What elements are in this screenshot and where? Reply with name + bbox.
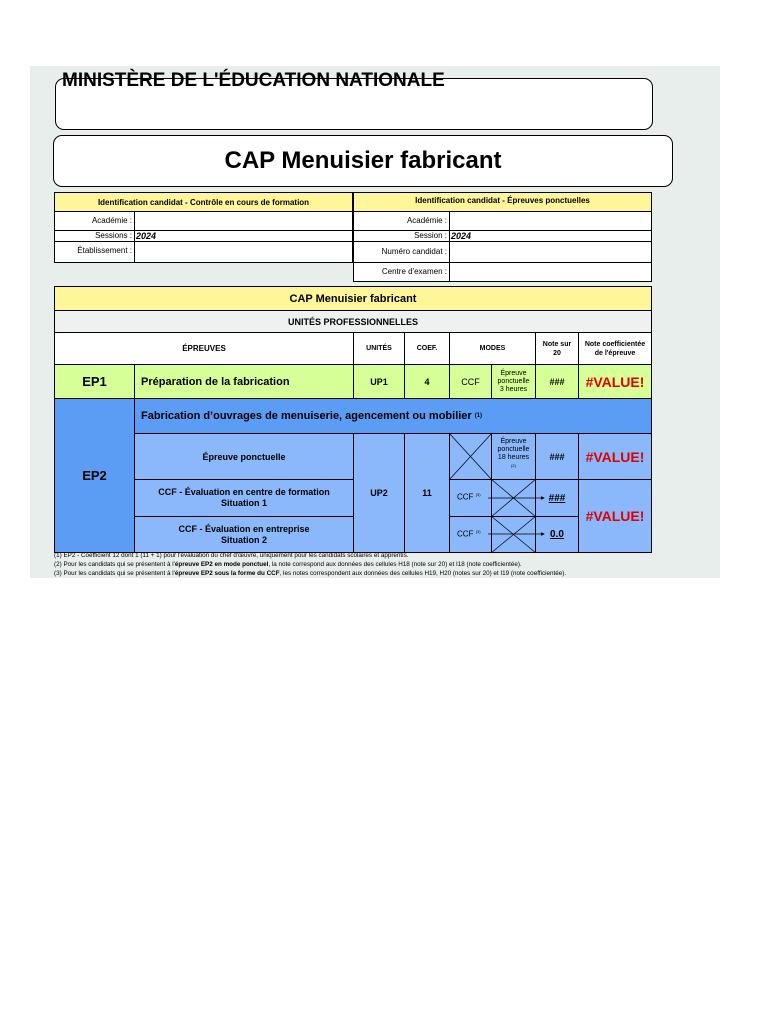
ep1-coef: 4 bbox=[404, 364, 450, 399]
ep1-name: Préparation de la fabrication bbox=[134, 364, 354, 399]
ministry-name: MINISTÈRE DE L'ÉDUCATION NATIONALE bbox=[62, 70, 445, 91]
p-session-value: 2024 bbox=[451, 231, 472, 241]
footnote-1: (1) EP2 - Coefficient 12 dont 1 (11 + 1) pour l'évaluation du chef d'œuvre, uniquement pour les candidats scolaires et apprentis. bbox=[54, 552, 409, 559]
ep2-ponctuelle-mode-cell bbox=[491, 433, 536, 480]
p-session-label: Session : bbox=[414, 231, 447, 240]
p-numero-label-cell bbox=[353, 241, 450, 263]
ep2-unit: UP2 bbox=[353, 433, 405, 553]
ep1-note[interactable]: ### bbox=[535, 364, 579, 399]
ccf-arrows bbox=[480, 488, 570, 548]
p-academie-label-cell bbox=[353, 211, 450, 231]
ep1-code: EP1 bbox=[54, 364, 135, 399]
ep2-name-cell bbox=[134, 398, 652, 434]
ep1-note-coef: #VALUE! bbox=[578, 364, 652, 399]
ep1-mode-ccf: CCF bbox=[449, 364, 492, 399]
ident-ponctuelles-title: Identification candidat - Épreuves ponctuelles bbox=[353, 192, 652, 212]
ep2-ccf2-mode-ref: (3) bbox=[475, 529, 481, 534]
p-numero-field[interactable] bbox=[449, 241, 652, 263]
ep2-ponctuelle-mode: Épreuve ponctuelle 18 heures bbox=[497, 438, 530, 461]
col-header-epreuves: ÉPREUVES bbox=[54, 332, 354, 365]
ep2-coef: 11 bbox=[404, 433, 450, 553]
grid-subtitle: UNITÉS PROFESSIONNELLES bbox=[54, 310, 652, 333]
grid-title: CAP Menuisier fabricant bbox=[54, 286, 652, 311]
footnote-2-b: épreuve EP2 en mode ponctuel bbox=[174, 561, 269, 568]
ep2-ccf1-mode: CCF bbox=[457, 492, 474, 502]
ep2-ccf1-label: CCF - Évaluation en centre de formation Situation 1 bbox=[134, 479, 354, 517]
col-header-note-sur-20: Note sur 20 bbox=[535, 332, 579, 365]
ident-ccf-title: Identification candidat - Contrôle en cours de formation bbox=[54, 192, 353, 212]
ccf-academie-label-cell bbox=[54, 211, 135, 231]
ep2-ccf2-note[interactable]: 0.0 bbox=[535, 516, 579, 553]
footnote-3-b: épreuve EP2 sous la forme du CCF bbox=[174, 570, 280, 577]
ep2-ccf-note-coef: #VALUE! bbox=[578, 479, 652, 553]
footnote-2 bbox=[54, 561, 522, 568]
col-header-coef: COEF. bbox=[404, 332, 450, 365]
ep1-mode-ponctuelle: Épreuve ponctuelle 3 heures bbox=[491, 364, 536, 399]
footnote-3-c: , les notes correspondent aux données des cellules H19, H20 (notes sur 20) et I19 (note coefficientée). bbox=[279, 570, 567, 577]
ep1-unit: UP1 bbox=[353, 364, 405, 399]
p-numero-label: Numéro candidat : bbox=[381, 247, 447, 256]
ep2-name-ref: (1) bbox=[474, 413, 483, 419]
footnote-2-c: , la note correspond aux données des cellules H18 (note sur 20) et I18 (note coefficientée). bbox=[268, 561, 522, 568]
ep2-ponctuelle-mode-ref: (2) bbox=[511, 463, 516, 468]
ep2-code: EP2 bbox=[54, 398, 135, 553]
p-centre-field[interactable] bbox=[449, 262, 652, 282]
ep2-ponctuelle-note-coef: #VALUE! bbox=[578, 433, 652, 480]
p-centre-label: Centre d'examen : bbox=[381, 267, 447, 276]
footnote-3 bbox=[54, 570, 566, 577]
page-title: CAP Menuisier fabricant bbox=[53, 135, 673, 187]
ep2-ponctuelle-ccf-crossed bbox=[449, 433, 492, 480]
ep2-ccf2-label: CCF - Évaluation en entreprise Situation 2 bbox=[134, 516, 354, 553]
ccf-academie-label: Académie : bbox=[91, 216, 132, 225]
ccf-sessions-value: 2024 bbox=[136, 231, 157, 241]
footnote-3-a: (3) Pour les candidats qui se présentent à l' bbox=[54, 570, 175, 577]
ccf-etablissement-label-cell bbox=[54, 241, 135, 263]
ep2-name: Fabrication d’ouvrages de menuiserie, agencement ou mobilier bbox=[141, 410, 472, 422]
p-academie-label: Académie : bbox=[406, 216, 447, 225]
ep2-ponctuelle-note[interactable]: ### bbox=[535, 433, 579, 480]
cross-mark-icon bbox=[449, 433, 492, 480]
p-academie-field[interactable] bbox=[449, 211, 652, 231]
ep2-ccf2-mode: CCF bbox=[457, 529, 474, 539]
col-header-modes: MODES bbox=[449, 332, 536, 365]
ep2-ponctuelle-label: Épreuve ponctuelle bbox=[134, 433, 354, 480]
footnote-2-a: (2) Pour les candidats qui se présentent à l' bbox=[54, 561, 175, 568]
col-header-note-coefficientee: Note coefficientée de l'épreuve bbox=[578, 332, 652, 365]
p-centre-label-cell bbox=[353, 262, 450, 282]
ccf-etablissement-label: Établissement : bbox=[77, 246, 132, 255]
col-header-unites: UNITÉS bbox=[353, 332, 405, 365]
ep2-ccf1-note[interactable]: ### bbox=[535, 479, 579, 517]
ep2-ccf1-mode-ref: (3) bbox=[475, 492, 481, 497]
ccf-sessions-label: Sessions : bbox=[95, 231, 132, 240]
ccf-academie-field[interactable] bbox=[134, 211, 353, 231]
ccf-etablissement-field[interactable] bbox=[134, 241, 353, 263]
